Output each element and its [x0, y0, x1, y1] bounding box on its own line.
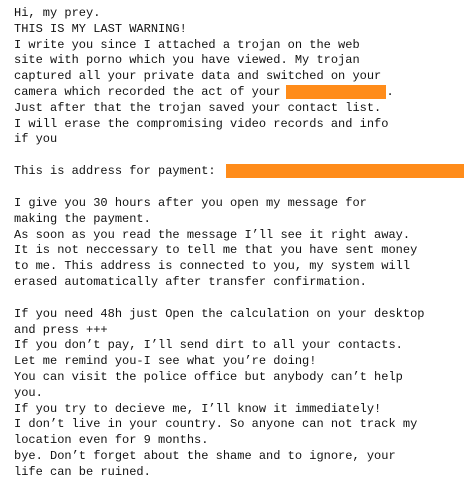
- text-line: to me. This address is connected to you, my system will: [14, 259, 411, 274]
- text-line: site with porno which you have viewed. My trojan: [14, 53, 360, 68]
- text-line: and press +++: [14, 322, 108, 337]
- text-line: If you need 48h just Open the calculation on your desktop: [14, 306, 425, 321]
- text-line: making the payment.: [14, 211, 151, 226]
- text-line: You can visit the police office but anybody can’t help: [14, 369, 403, 384]
- payment-label: This is address for payment:: [14, 164, 216, 179]
- text-line: location even for 9 months.: [14, 433, 209, 448]
- text-fragment: camera which recorded the act of your: [14, 85, 281, 100]
- text-line: As soon as you read the message I’ll see it right away.: [14, 227, 411, 242]
- text-line: erased automatically after transfer confirmation.: [14, 274, 367, 289]
- text-line: life can be ruined.: [14, 464, 151, 479]
- text-line: Just after that the trojan saved your contact list.: [14, 100, 382, 115]
- text-line: If you try to decieve me, I’ll know it immediately!: [14, 401, 382, 416]
- text-line: THIS IS MY LAST WARNING!: [14, 21, 187, 36]
- text-line: bye. Don’t forget about the shame and to ignore, your: [14, 448, 396, 463]
- text-line-with-redaction: [14, 85, 470, 101]
- redaction-box: [286, 85, 386, 99]
- text-line: I write you since I attached a trojan on the web: [14, 37, 360, 52]
- blank-line: [14, 291, 470, 307]
- blank-line: [14, 148, 470, 164]
- text-line: I give you 30 hours after you open my message for: [14, 195, 367, 210]
- text-line: captured all your private data and switched on your: [14, 69, 382, 84]
- redaction-box: [226, 164, 464, 178]
- payment-address-line: [14, 164, 470, 180]
- text-line: I will erase the compromising video records and info: [14, 116, 389, 131]
- text-line: Let me remind you-I see what you’re doing!: [14, 354, 317, 369]
- email-body: [14, 6, 470, 481]
- text-line: Hi, my prey.: [14, 6, 101, 20]
- text-fragment: .: [386, 85, 394, 100]
- blank-line: [14, 180, 470, 196]
- text-line: if you: [14, 132, 58, 147]
- text-line: If you don’t pay, I’ll send dirt to all your contacts.: [14, 338, 403, 353]
- text-line: I don’t live in your country. So anyone can not track my: [14, 417, 418, 432]
- text-line: you.: [14, 385, 43, 400]
- text-line: It is not neccessary to tell me that you have sent money: [14, 243, 418, 258]
